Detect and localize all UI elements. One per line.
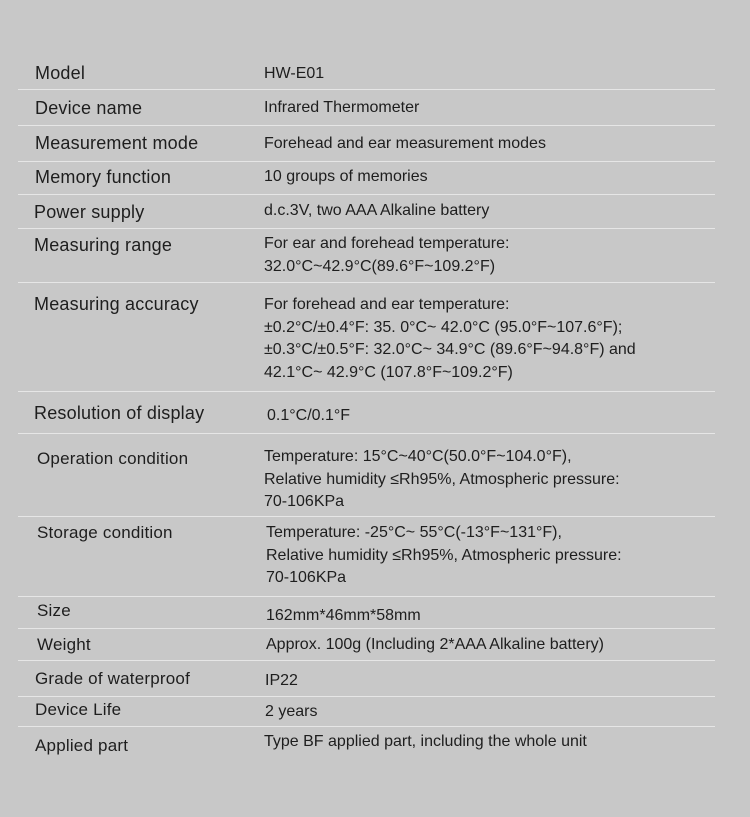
spec-label: Measurement mode <box>35 133 199 153</box>
spec-label: Measuring range <box>34 235 173 255</box>
spec-row-measuring-accuracy <box>18 283 715 392</box>
spec-row-applied-part <box>18 727 715 767</box>
spec-value: HW-E01 <box>264 65 325 82</box>
spec-row-storage-condition <box>18 517 715 597</box>
spec-value: Temperature: 15°C~40°C(50.0°F~104.0°F), Relative humidity ≤Rh95%, Atmospheric pressure: 70-106KPa <box>264 448 620 510</box>
spec-value: 2 years <box>265 703 318 720</box>
spec-row-memory-function <box>18 162 715 195</box>
spec-value: Infrared Thermometer <box>264 99 420 116</box>
spec-value: 10 groups of memories <box>264 168 428 185</box>
specification-table <box>18 56 715 767</box>
spec-row-operation-condition <box>18 434 715 517</box>
spec-label: Operation condition <box>37 449 189 468</box>
spec-value: Forehead and ear measurement modes <box>264 135 546 152</box>
spec-row-size <box>18 597 715 629</box>
spec-label: Device Life <box>35 700 122 719</box>
spec-label: Measuring accuracy <box>34 294 199 314</box>
spec-row-model <box>18 56 715 90</box>
spec-row-weight <box>18 629 715 661</box>
spec-row-power-supply <box>18 195 715 229</box>
spec-label: Applied part <box>35 736 129 755</box>
spec-value: IP22 <box>265 672 298 689</box>
spec-label: Device name <box>35 98 143 118</box>
spec-label: Model <box>35 63 86 83</box>
spec-label: Weight <box>37 635 91 654</box>
spec-value: d.c.3V, two AAA Alkaline battery <box>264 202 490 219</box>
spec-value: Type BF applied part, including the whole unit <box>264 733 587 750</box>
spec-value: For forehead and ear temperature: ±0.2°C/±0.4°F: 35. 0°C~ 42.0°C (95.0°F~107.6°F); ±0.3°C/±0.5°F: 32.0°C~ 34.9°C (89.6°F~94.8°F) and 42.1°C~ 42.9°C (107.8°F~109.2°F) <box>264 296 636 381</box>
spec-label: Grade of waterproof <box>35 669 190 688</box>
spec-label: Storage condition <box>37 523 173 542</box>
spec-row-measuring-range <box>18 229 715 283</box>
spec-value: Temperature: -25°C~ 55°C(-13°F~131°F), Relative humidity ≤Rh95%, Atmospheric pressure: 70-106KPa <box>266 524 622 586</box>
spec-value: 0.1°C/0.1°F <box>267 407 351 424</box>
spec-row-grade-of-waterproof <box>18 661 715 697</box>
spec-label: Resolution of display <box>34 403 205 423</box>
spec-label: Size <box>37 601 71 620</box>
spec-value: Approx. 100g (Including 2*AAA Alkaline battery) <box>266 636 604 653</box>
spec-row-measurement-mode <box>18 126 715 162</box>
spec-row-resolution-of-display <box>18 392 715 434</box>
spec-label: Power supply <box>34 202 145 222</box>
spec-value: For ear and forehead temperature: 32.0°C~42.9°C(89.6°F~109.2°F) <box>264 235 510 275</box>
spec-value: 162mm*46mm*58mm <box>266 607 421 624</box>
spec-row-device-life <box>18 697 715 727</box>
spec-row-device-name <box>18 90 715 126</box>
spec-label: Memory function <box>35 167 172 187</box>
